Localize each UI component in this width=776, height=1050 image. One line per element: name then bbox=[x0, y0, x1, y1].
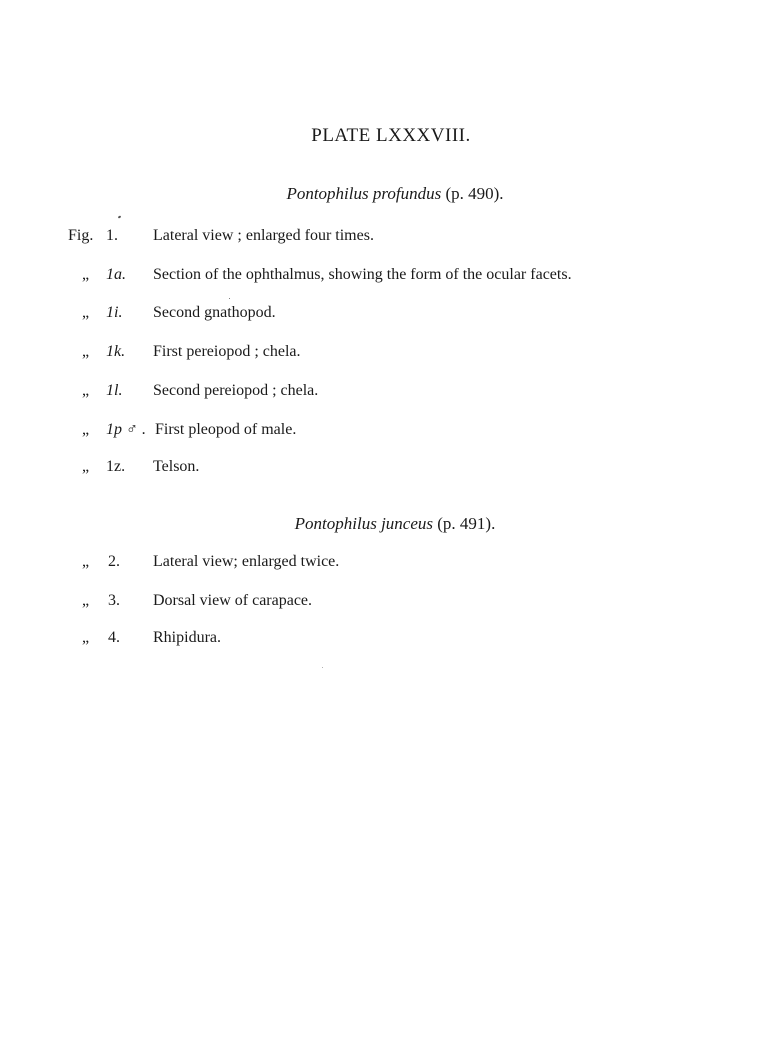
figure-marker: „ bbox=[82, 629, 90, 646]
figure-marker: „ bbox=[82, 458, 90, 475]
print-speck bbox=[229, 298, 230, 299]
figure-marker: „ bbox=[82, 553, 90, 570]
species-name: Pontophilus junceus bbox=[294, 514, 434, 533]
figure-number: 3. bbox=[108, 592, 120, 609]
species-heading bbox=[0, 514, 776, 534]
figure-marker: Fig. bbox=[68, 227, 94, 244]
figure-marker: „ bbox=[82, 382, 90, 399]
print-speck bbox=[322, 667, 323, 668]
figure-description: Telson. bbox=[153, 458, 200, 475]
plate-title: PLATE LXXXVIII. bbox=[311, 125, 471, 146]
figure-description: Lateral view; enlarged twice. bbox=[153, 553, 340, 570]
figure-marker: „ bbox=[82, 592, 90, 609]
figure-description: Lateral view ; enlarged four times. bbox=[153, 227, 374, 244]
print-speck bbox=[118, 215, 122, 218]
figure-description: Section of the ophthalmus, showing the form of the ocular facets. bbox=[153, 266, 572, 283]
figure-marker: „ bbox=[82, 266, 90, 283]
figure-marker: „ bbox=[82, 421, 90, 438]
figure-description: First pereiopod ; chela. bbox=[153, 343, 301, 360]
figure-number: 4. bbox=[108, 629, 120, 646]
species-heading bbox=[0, 184, 776, 204]
figure-description: Second gnathopod. bbox=[153, 304, 276, 321]
page-reference: (p. 491). bbox=[437, 514, 496, 533]
figure-description: Second pereiopod ; chela. bbox=[153, 382, 319, 399]
figure-number: 1p ♂ . bbox=[106, 421, 146, 438]
figure-number: 2. bbox=[108, 553, 120, 570]
figure-description: Rhipidura. bbox=[153, 629, 221, 646]
figure-number: 1k. bbox=[106, 343, 126, 360]
figure-number: 1l. bbox=[106, 382, 123, 399]
page-reference: (p. 490). bbox=[445, 184, 504, 203]
figure-description: First pleopod of male. bbox=[155, 421, 297, 438]
figure-marker: „ bbox=[82, 304, 90, 321]
figure-number: 1i. bbox=[106, 304, 123, 321]
figure-number: 1a. bbox=[106, 266, 126, 283]
figure-description: Dorsal view of carapace. bbox=[153, 592, 313, 609]
figure-marker: „ bbox=[82, 343, 90, 360]
figure-number: 1. bbox=[106, 227, 118, 244]
figure-number: 1z. bbox=[106, 458, 126, 475]
species-name: Pontophilus profundus bbox=[286, 184, 442, 203]
